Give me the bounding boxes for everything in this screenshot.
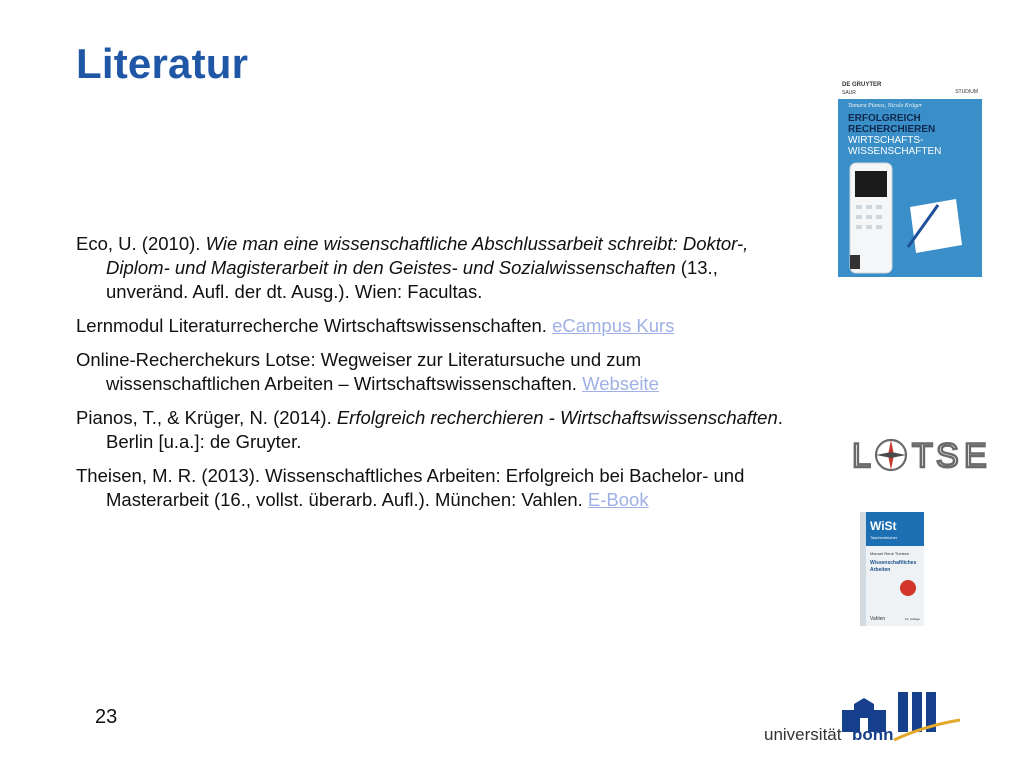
ebook-link[interactable]: E-Book <box>587 489 649 510</box>
slide-title: Literatur <box>76 40 249 87</box>
bonn-columns-icon <box>894 692 960 740</box>
book-publisher: Vahlen <box>870 616 886 622</box>
book-edition: 16. Auflage <box>904 617 920 621</box>
notepad-illustration <box>908 199 962 253</box>
book-authors: Tamara Pianos, Nicole Krüger <box>848 103 923 109</box>
reference-title: Wie man eine wissenschaftliche Abschlussarbeit schreibt: Doktor-, Diplom- und Magisterarbeit in den Geistes- und Sozialwissenschaften <box>106 233 749 278</box>
reference-details: . Berlin [u.a.]: de Gruyter. <box>106 407 783 452</box>
book-title-line1: ERFOLGREICH <box>848 113 921 124</box>
reference-author-year: Pianos, T., & Krüger, N. (2014). <box>76 407 337 428</box>
book-title-line1: Wissenschaftliches <box>870 560 917 566</box>
edition-badge <box>900 580 916 596</box>
reference-pianos <box>76 406 798 454</box>
university-name: universität <box>764 725 842 744</box>
compass-icon <box>876 440 906 470</box>
university-city: bonn <box>852 725 894 744</box>
book-publisher-sub: SAUR <box>842 90 856 96</box>
book-series: STUDIUM <box>955 89 978 95</box>
reference-title: Erfolgreich recherchieren - Wirtschaftswissenschaften <box>336 407 778 428</box>
book-title-line2: RECHERCHIEREN <box>848 124 936 135</box>
book-cover-theisen <box>860 512 924 626</box>
webseite-link[interactable]: Webseite <box>582 373 659 394</box>
reference-list <box>76 232 798 522</box>
book-title-line2: Arbeiten <box>870 567 891 573</box>
reference-theisen <box>76 464 798 512</box>
lotse-letter-t: T <box>912 437 933 474</box>
book-cover-pianos <box>838 77 982 277</box>
book-series-sub: Taschenbücher <box>870 535 898 540</box>
book-cover-header <box>838 77 982 99</box>
book-title-line4: WISSENSCHAFTEN <box>848 146 942 157</box>
reference-text: Online-Recherchekurs Lotse: Wegweiser zur Literatursuche und zum wissenschaftlichen Arbeiten – Wirtschaftswissenschaften. <box>76 349 642 394</box>
lotse-letter-e: E <box>964 437 987 474</box>
ecampus-link[interactable]: eCampus Kurs <box>552 315 675 336</box>
lotse-letter-s: S <box>936 437 959 474</box>
reference-lotse <box>76 348 798 396</box>
lotse-letter-l: L <box>852 437 871 474</box>
reference-eco <box>76 232 798 304</box>
publisher-emblem <box>850 255 860 269</box>
book-author: Manuel René Theisen <box>870 551 910 556</box>
reference-text: Lernmodul Literaturrecherche Wirtschaftswissenschaften. <box>76 315 553 336</box>
page-number: 23 <box>95 706 118 728</box>
lotse-logo <box>852 434 992 474</box>
reference-details: (13., unveränd. Aufl. der dt. Ausg.). Wien: Facultas. <box>106 257 718 302</box>
university-bonn-logo <box>764 690 964 746</box>
book-title-line3: WIRTSCHAFTS- <box>848 135 924 146</box>
reference-lernmodul <box>76 314 798 338</box>
book-publisher: DE GRUYTER <box>842 82 882 88</box>
book-spine <box>860 512 866 626</box>
book-series: WiSt <box>870 519 897 533</box>
reference-author-year: Eco, U. (2010). <box>76 233 206 254</box>
reference-text: Theisen, M. R. (2013). Wissenschaftliches Arbeiten: Erfolgreich bei Bachelor- und Masterarbeit (16., vollst. überarb. Aufl.). München: Vahlen. <box>76 465 745 510</box>
